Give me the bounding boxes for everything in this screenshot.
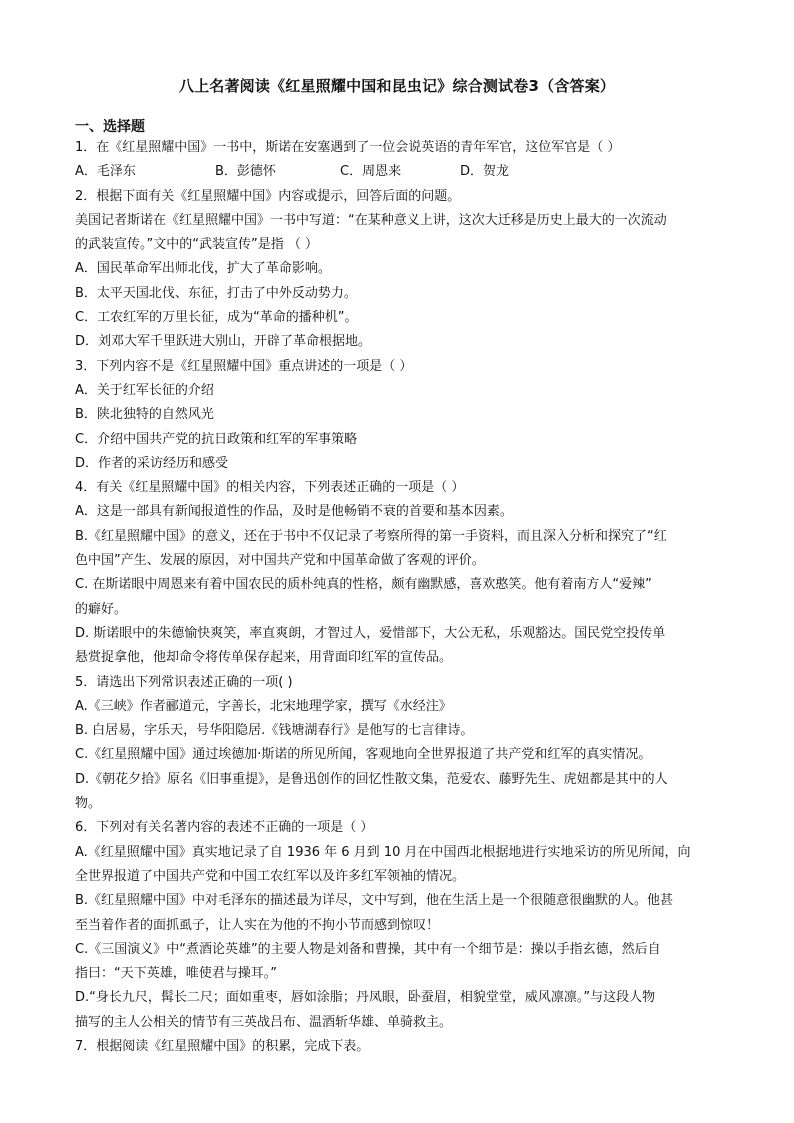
question-7-stem: 7．根据阅读《红星照耀中国》的积累，完成下表。 [75, 1038, 370, 1054]
question-5-stem: 5．请选出下列常识表述正确的一项( ) [75, 674, 293, 690]
question-4-line: 悬赏捉拿他，他却命令将传单保存起来，用背面印红军的宣传品。 [75, 650, 453, 666]
option-b: B．太平天国北伐、东征，打击了中外反动势力。 [75, 285, 357, 301]
question-6-line: 至当着作者的面抓虱子，让人实在为他的不拘小节而感到惊叹！ [75, 917, 440, 933]
question-3-stem: 3．下列内容不是《红星照耀中国》重点讲述的一项是（ ） [75, 358, 413, 374]
question-4-line: A．这是一部具有新闻报道性的作品，及时是他畅销不衰的首要和基本因素。 [75, 504, 513, 520]
option-b: B．陕北独特的自然风光 [75, 407, 214, 423]
question-2-text-line: 的武装宣传。”文中的“武装宣传”是指 （ ） [75, 237, 318, 253]
question-6-line: B.《红星照耀中国》中对毛泽东的描述最为详尽，文中写到，他在生活上是一个很随意很幽默的人。他甚 [75, 893, 674, 909]
question-6-line: C.《三国演义》中“煮酒论英雄”的主要人物是刘备和曹操，其中有一个细节是：操以手指玄德，然后自 [75, 941, 661, 957]
question-6-line: D.“身长九尺，髯长二尺；面如重枣，唇如涂脂；丹凤眼，卧蚕眉，相貌堂堂，威风凛凛。”与这段人物 [75, 990, 656, 1006]
question-5-line: B. 白居易，字乐天，号华阳隐居.《钱塘湖春行》是他写的七言律诗。 [75, 723, 474, 739]
option-b: B．彭德怀 [215, 164, 276, 180]
question-4-line: C. 在斯诺眼中周恩来有着中国农民的质朴纯真的性格，颇有幽默感，喜欢憨笑。他有着南方人“爱辣” [75, 577, 652, 593]
question-2-stem: 2．根据下面有关《红星照耀中国》内容或提示，回答后面的问题。 [75, 188, 461, 204]
question-5-line: D.《朝花夕拾》原名《旧事重提》，是鲁迅创作的回忆性散文集，范爱农、藤野先生、虎妞都是其中的人 [75, 771, 668, 787]
option-c: C．工农红军的万里长征，成为“革命的播种机”。 [75, 310, 358, 326]
page-title: 八上名著阅读《红星照耀中国和昆虫记》综合测试卷3（含答案） [178, 77, 616, 95]
question-1-options [75, 160, 720, 184]
option-c: C．介绍中国共产党的抗日政策和红军的军事策略 [75, 431, 358, 447]
question-5-line: C.《红星照耀中国》通过埃德加·斯诺的所见所闻，客观地向全世界报道了共产党和红军的真实情况。 [75, 747, 652, 763]
question-1-stem: 1．在《红星照耀中国》一书中，斯诺在安塞遇到了一位会说英语的青年军官，这位军官是（ ） [75, 140, 621, 155]
question-2-text-line: 美国记者斯诺在《红星照耀中国》一书中写道：“在某种意义上讲，这次大迁移是历史上最大的一次流动 [75, 212, 667, 228]
question-5-line: A.《三峡》作者郦道元，字善长，北宋地理学家，撰写《水经注》 [75, 698, 452, 714]
question-6-stem: 6．下列对有关名著内容的表述不正确的一项是（ ） [75, 820, 374, 836]
question-6-line: A.《红星照耀中国》真实地记录了自 1936 年 6 月到 10 月在中国西北根据地进行实地采访的所见所闻，向 [75, 844, 691, 860]
question-4-line: 色中国”产生、发展的原因，对中国共产党和中国革命做了客观的评价。 [75, 553, 485, 569]
section-heading: 一、选择题 [75, 119, 145, 135]
option-d: D．作者的采访经历和感受 [75, 455, 229, 471]
question-6-line: 全世界报道了中国共产党和中国工农红军以及许多红军领袖的情况。 [75, 868, 466, 884]
question-4-line: 的癖好。 [75, 601, 128, 617]
option-a: A．国民革命军出师北伐，扩大了革命影响。 [75, 261, 331, 277]
option-d: D．贺龙 [460, 164, 510, 180]
question-5-line: 物。 [75, 796, 102, 812]
question-6-line: 描写的主人公相关的情节有三英战吕布、温酒斩华雄、单骑救主。 [75, 1014, 453, 1030]
question-4-stem: 4．有关《红星照耀中国》的相关内容，下列表述正确的一项是（ ） [75, 480, 465, 496]
question-6-line: 指曰：“天下英雄，唯使君与操耳。” [75, 966, 277, 982]
option-d: D．刘邓大军千里跃进大别山，开辟了革命根据地。 [75, 334, 372, 350]
question-list [75, 136, 720, 1059]
question-4-line: D. 斯诺眼中的朱德愉快爽笑，率直爽朗，才智过人，爱惜部下，大公无私，乐观豁达。国民党空投传单 [75, 625, 666, 641]
option-a: A．关于红军长征的介绍 [75, 382, 214, 398]
option-c: C．周恩来 [340, 164, 402, 180]
question-4-line: B.《红星照耀中国》的意义，还在于书中不仅记录了考察所得的第一手资料，而且深入分析和探究了“红 [75, 528, 667, 544]
option-a: A．毛泽东 [75, 164, 136, 180]
